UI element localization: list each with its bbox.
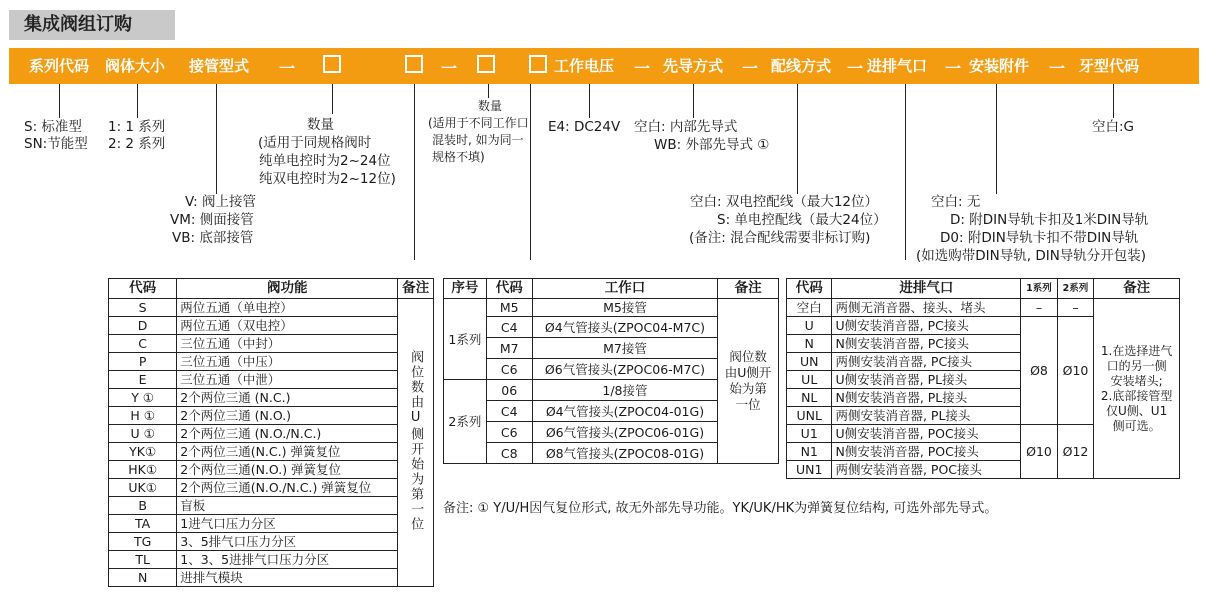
series2-size: Ø10 bbox=[1057, 317, 1094, 425]
leader-line bbox=[414, 84, 415, 260]
pilot-option: 空白: 内部先导式 bbox=[634, 119, 738, 135]
size-option: 1: 1 系列 bbox=[108, 119, 166, 135]
valve-function: 两位五通（单电控） bbox=[177, 299, 398, 317]
leader-line bbox=[589, 84, 590, 118]
exhaust-desc: 两侧安装消音器, PL接头 bbox=[832, 407, 1021, 425]
bar-series-code: 系列代码 bbox=[29, 57, 90, 75]
table-header: 代码 bbox=[486, 279, 532, 299]
exhaust-code: UN1 bbox=[787, 461, 832, 479]
bar-thread: 牙型代码 bbox=[1079, 57, 1140, 75]
piping-option: VB: 底部接管 bbox=[172, 230, 254, 246]
valve-code: D bbox=[109, 317, 177, 335]
valve-code: N bbox=[109, 569, 177, 587]
table-header: 代码 bbox=[109, 279, 177, 299]
bar-wiring: 配线方式 bbox=[771, 57, 832, 75]
port-note: 阀位数由U侧开始为第一位 bbox=[718, 299, 779, 464]
port-desc: M5接管 bbox=[532, 299, 717, 317]
leader-line bbox=[1113, 84, 1114, 118]
accessory-option: D: 附DIN导轨卡扣及1米DIN导轨 bbox=[950, 212, 1149, 228]
order-code-bar bbox=[9, 48, 1199, 84]
bar-body-size: 阀体大小 bbox=[105, 57, 166, 75]
bar-dash: 一 bbox=[742, 59, 759, 78]
leader-line bbox=[905, 84, 906, 260]
wiring-option: S: 单电控配线（最大24位） bbox=[717, 212, 887, 228]
valve-code: Y ① bbox=[109, 389, 177, 407]
qty2-note: 规格不填) bbox=[432, 150, 485, 164]
valve-function: 2个两位三通 (N.O.) bbox=[177, 407, 398, 425]
series-label: 2系列 bbox=[444, 380, 487, 464]
accessory-option: D0: 附DIN导轨卡扣不带DIN导轨 bbox=[940, 230, 1139, 246]
bar-piping-type: 接管型式 bbox=[189, 57, 250, 75]
exhaust-code: NL bbox=[787, 389, 832, 407]
valve-code: S bbox=[109, 299, 177, 317]
port-desc: Ø8气管接头(ZPOC08-01G) bbox=[532, 443, 717, 464]
exhaust-code: 空白 bbox=[787, 299, 832, 317]
series-label: 1系列 bbox=[444, 299, 487, 380]
bar-dash: 一 bbox=[945, 59, 962, 78]
bar-voltage: 工作电压 bbox=[554, 57, 615, 75]
qty-note: 纯双电控时为2~12位) bbox=[259, 171, 396, 187]
port-code: M5 bbox=[486, 299, 532, 317]
exhaust-code: U1 bbox=[787, 425, 832, 443]
port-desc: M7接管 bbox=[532, 338, 717, 359]
valve-function: 1、3、5进排气口压力分区 bbox=[177, 551, 398, 569]
leader-line bbox=[137, 84, 138, 118]
code-box bbox=[529, 55, 547, 73]
leader-line bbox=[530, 84, 531, 260]
code-box bbox=[323, 55, 341, 73]
valve-function: 2个两位三通(N.O.) 弹簧复位 bbox=[177, 461, 398, 479]
piping-option: V: 阀上接管 bbox=[185, 194, 256, 210]
exhaust-port-table bbox=[786, 278, 1180, 479]
port-code: C6 bbox=[486, 359, 532, 380]
valve-code: TG bbox=[109, 533, 177, 551]
valve-code: HK① bbox=[109, 461, 177, 479]
table-header: 工作口 bbox=[532, 279, 717, 299]
port-desc: Ø4气管接头(ZPOC04-M7C) bbox=[532, 317, 717, 338]
table-header: 备注 bbox=[398, 279, 434, 299]
exhaust-desc: N侧安装消音器, POC接头 bbox=[832, 443, 1021, 461]
valve-code: H ① bbox=[109, 407, 177, 425]
exhaust-code: UNL bbox=[787, 407, 832, 425]
size-option: 2: 2 系列 bbox=[108, 136, 166, 152]
exhaust-desc: 两侧安装消音器, PC接头 bbox=[832, 353, 1021, 371]
valve-function: 2个两位三通 (N.C.) bbox=[177, 389, 398, 407]
qty-note: (适用于同规格阀时 bbox=[258, 135, 372, 151]
exhaust-desc: U侧安装消音器, PL接头 bbox=[832, 371, 1021, 389]
series-option: SN:节能型 bbox=[24, 136, 88, 152]
valve-function: 2个两位三通(N.O./N.C.) 弹簧复位 bbox=[177, 479, 398, 497]
port-code: C4 bbox=[486, 401, 532, 422]
qty-note: 纯单电控时为2~24位 bbox=[259, 153, 391, 169]
code-box bbox=[477, 55, 495, 73]
valve-code: P bbox=[109, 353, 177, 371]
valve-function: 三位五通（中泄） bbox=[177, 371, 398, 389]
table-header: 1系列 bbox=[1021, 279, 1058, 299]
valve-code: B bbox=[109, 497, 177, 515]
leader-line bbox=[59, 84, 60, 118]
table-header: 阀功能 bbox=[177, 279, 398, 299]
valve-code: C bbox=[109, 335, 177, 353]
exhaust-desc: N侧安装消音器, PC接头 bbox=[832, 335, 1021, 353]
port-desc: Ø4气管接头(ZPOC04-01G) bbox=[532, 401, 717, 422]
valve-code: UK① bbox=[109, 479, 177, 497]
table-header: 2系列 bbox=[1057, 279, 1094, 299]
valve-function: 两位五通（双电控） bbox=[177, 317, 398, 335]
exhaust-desc: N侧安装消音器, PL接头 bbox=[832, 389, 1021, 407]
bar-exhaust: 进排气口 bbox=[867, 57, 928, 75]
valve-function: 盲板 bbox=[177, 497, 398, 515]
qty-label: 数量 bbox=[307, 117, 334, 133]
valve-function: 三位五通（中压） bbox=[177, 353, 398, 371]
port-code: C4 bbox=[486, 317, 532, 338]
bar-dash: 一 bbox=[847, 59, 864, 78]
valve-note: 阀位数由U侧开始为第一位 bbox=[398, 299, 434, 587]
valve-function: 2个两位三通(N.C.) 弹簧复位 bbox=[177, 443, 398, 461]
valve-function: 1进气口压力分区 bbox=[177, 515, 398, 533]
exhaust-desc: U侧安装消音器, PC接头 bbox=[832, 317, 1021, 335]
exhaust-desc: U侧安装消音器, POC接头 bbox=[832, 425, 1021, 443]
series1-size: – bbox=[1021, 299, 1058, 317]
exhaust-note: 1.在选择进气 口的另一侧 安装堵头; 2.底部接管型 仅U侧、U1 侧可选。 bbox=[1094, 299, 1180, 479]
qty2-note: (适用于不同工作口 bbox=[428, 116, 529, 130]
valve-code: YK① bbox=[109, 443, 177, 461]
valve-code: TA bbox=[109, 515, 177, 533]
qty2-label: 数量 bbox=[478, 99, 503, 113]
exhaust-code: UN bbox=[787, 353, 832, 371]
leader-line bbox=[996, 84, 997, 194]
page-title: 集成阀组订购 bbox=[9, 10, 175, 40]
series-option: S: 标准型 bbox=[24, 119, 82, 135]
leader-line bbox=[488, 84, 489, 98]
code-box bbox=[405, 55, 423, 73]
table-header: 代码 bbox=[787, 279, 832, 299]
accessory-option: (如选购带DIN导轨, DIN导轨分开包装) bbox=[916, 248, 1147, 264]
leader-line bbox=[216, 84, 217, 194]
series2-size: – bbox=[1057, 299, 1094, 317]
port-desc: Ø6气管接头(ZPOC06-01G) bbox=[532, 422, 717, 443]
series1-size: Ø10 bbox=[1021, 425, 1058, 479]
work-port-table bbox=[443, 278, 779, 464]
valve-code: TL bbox=[109, 551, 177, 569]
piping-option: VM: 侧面接管 bbox=[170, 212, 254, 228]
valve-function-table bbox=[108, 278, 434, 587]
table-header: 备注 bbox=[718, 279, 779, 299]
port-code: C6 bbox=[486, 422, 532, 443]
thread-option: 空白:G bbox=[1092, 119, 1135, 135]
accessory-option: 空白: 无 bbox=[931, 194, 981, 210]
valve-code: U ① bbox=[109, 425, 177, 443]
exhaust-desc: 两侧无消音器、接头、堵头 bbox=[832, 299, 1021, 317]
exhaust-desc: 两侧安装消音器, POC接头 bbox=[832, 461, 1021, 479]
qty2-note: 混装时, 如为同一 bbox=[432, 133, 524, 147]
bar-accessory: 安装附件 bbox=[969, 57, 1030, 75]
bar-dash: 一 bbox=[279, 59, 296, 78]
series2-size: Ø12 bbox=[1057, 425, 1094, 479]
bar-dash: 一 bbox=[634, 59, 651, 78]
bar-dash: 一 bbox=[441, 59, 458, 78]
series1-size: Ø8 bbox=[1021, 317, 1058, 425]
valve-function: 3、5排气口压力分区 bbox=[177, 533, 398, 551]
table-header: 序号 bbox=[444, 279, 487, 299]
exhaust-code: UL bbox=[787, 371, 832, 389]
port-code: C8 bbox=[486, 443, 532, 464]
leader-line bbox=[332, 84, 333, 114]
leader-line bbox=[693, 84, 694, 118]
valve-function: 三位五通（中封） bbox=[177, 335, 398, 353]
exhaust-code: U bbox=[787, 317, 832, 335]
table-header: 进排气口 bbox=[832, 279, 1021, 299]
pilot-option: WB: 外部先导式 ① bbox=[654, 137, 770, 153]
exhaust-code: N1 bbox=[787, 443, 832, 461]
bar-pilot: 先导方式 bbox=[663, 57, 724, 75]
port-desc: 1/8接管 bbox=[532, 380, 717, 401]
wiring-option: 空白: 双电控配线（最大12位） bbox=[690, 194, 879, 210]
footnote: 备注: ① Y/U/H因气复位形式, 故无外部先导功能。YK/UK/HK为弹簧复位结构, 可选外部先导式。 bbox=[443, 501, 998, 516]
valve-function: 2个两位三通 (N.O./N.C.) bbox=[177, 425, 398, 443]
table-header: 备注 bbox=[1094, 279, 1180, 299]
valve-function: 进排气模块 bbox=[177, 569, 398, 587]
wiring-option: (备注: 混合配线需要非标订购) bbox=[689, 230, 871, 246]
valve-code: E bbox=[109, 371, 177, 389]
leader-line bbox=[797, 84, 798, 194]
voltage-option: E4: DC24V bbox=[548, 119, 621, 135]
port-code: M7 bbox=[486, 338, 532, 359]
port-code: 06 bbox=[486, 380, 532, 401]
bar-dash: 一 bbox=[1049, 59, 1066, 78]
port-desc: Ø6气管接头(ZPOC06-M7C) bbox=[532, 359, 717, 380]
exhaust-code: N bbox=[787, 335, 832, 353]
